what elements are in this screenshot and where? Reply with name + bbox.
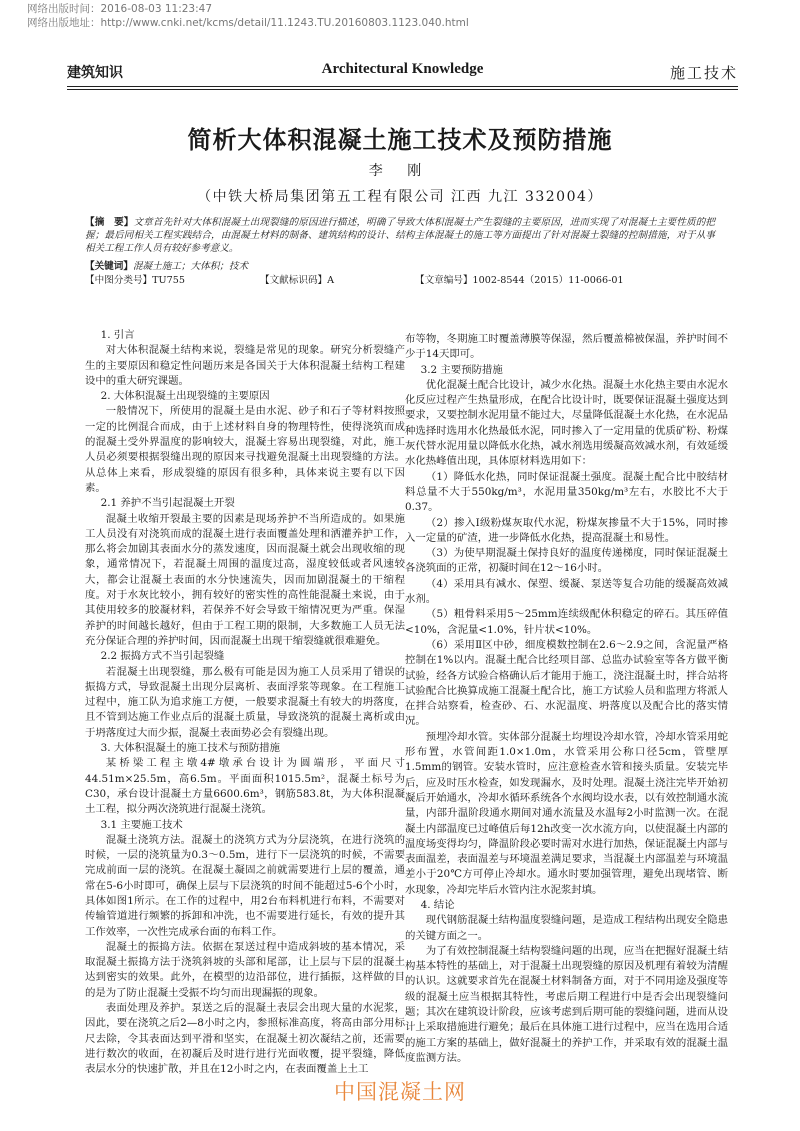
section-name: 施工技术	[669, 64, 738, 82]
keywords-text: 混凝土施工；大体积；技术	[132, 261, 249, 272]
section-heading: 3.1 主要施工技术	[100, 818, 183, 831]
body-paragraph: （1）降低水化热，同时保证混凝土强度。混凝土配合比中胶结材料总量不大于550kg/m³，水泥用量350kg/m³左右，水胶比不大于0.37。	[405, 470, 728, 514]
body-paragraph: 对大体积混凝土结构来说，裂缝是常见的现象。研究分析裂缝产生的主要原因和稳定性问题历来是各国关于大体积混凝土结构工程建设中的重大研究课题。	[85, 344, 405, 387]
publication-meta	[27, 2, 469, 30]
body-paragraph: 某桥梁工程主墩4#墩承台设计为圆端形，平面尺寸44.51m×25.5m，高6.5m。平面面积1015.5m²，混凝土标号为C30，承台设计混凝土方量6600.6m³，钢筋583.8t，为大体积混凝土工程，拟分两次浇筑进行混凝土浇筑。	[85, 757, 405, 816]
body-paragraph: （6）采用Ⅱ区中砂，细度模数控制在2.6～2.9之间，含泥量严格控制在1%以内。混凝土配合比经项目部、总监办试验室等各方做平衡试验，经各方试验合格确认后才能用于施工，浇注混凝土时，拌合站将试验配合比换算成施工混凝土配合比，施工方试验人员和监理方将派人在拌合站察看，检查砂、石、水泥温度、坍落度以及配合比的落实情况。	[405, 638, 728, 728]
body-paragraph: 优化混凝土配合比设计，减少水化热。混凝土水化热主要由水泥水化反应过程产生热量形成，在配合比设计时，既要保证混凝土强度达到要求，又要控制水泥用量不能过大，尽量降低混凝土水化热，在水泥品种选择时选用水化热最低水泥，同时掺入了一定用量的优质矿粉、粉煤灰代替水泥用量以降低水化热，减水剂选用缓凝高效减水剂，有效延缓水化热峰值出现，具体原材料选用如下：	[405, 378, 728, 468]
body-paragraph: （4）采用具有减水、保塑、缓凝、泵送等复合功能的缓凝高效减水剂。	[405, 577, 728, 606]
section-heading: 1. 引言	[100, 329, 135, 341]
body-paragraph: （2）掺入Ⅰ级粉煤灰取代水泥，粉煤灰掺量不大于15%，同时掺入一定量的矿渣，进一步降低水化热，提高混凝土和易性。	[405, 516, 728, 544]
body-paragraph: 预埋冷却水管。实体部分混凝土均埋设冷却水管，冷却水管采用蛇形布置，水管间距1.0×1.0m，水管采用公称口径5cm，管壁厚1.5mm的钢管。安装水管时，应注意检查水管和接头质量。安装完毕后，应及时压水检查，如发现漏水，及时处理。混凝土浇注完毕开始初凝后开始通水，冷却水循环系统各个水阀均设水表，以有效控制通水流量，内部升温阶段通水期间对通水流量及水温每2小时监测一次。在混凝土内部温度已过峰值后每12h改变一次水流方向，以使混凝土内部的温度场变得均匀，降温阶段必要时需对水进行加热，保证混凝土内部与表面温差，表面温差与环境温差满足要求，当混凝土内部温差与环境温差小于20℃方可停止冷却水。通水时要加强管理，避免出现堵管、断水现象，冷却完毕后水管内注水泥浆封填。	[405, 730, 728, 896]
section-heading: 2.2 振捣方式不当引起裂缝	[100, 650, 225, 663]
body-paragraph: 混凝土收缩开裂最主要的因素是现场养护不当所造成的。如果施工人员没有对浇筑而成的混凝土进行表面覆盖处理和洒灌养护工作，那么将会加剧其表面水分的蒸发速度，因而混凝土就会出现收缩的现象，通常情况下，若混凝土周围的温度过高，湿度较低或者风速较大，都会让混凝土表面的水分快速流失，因而加剧混凝土的干缩程度。对于水灰比较小，拥有较好的密实性的高性能混凝土来说，由于其使用较多的胶凝材料，若保养不好会导致干缩情况更为严重。保湿养护的时间越长越好，但由于工程工期的限制，大多数施工人员无法充分保证合理的养护时间，因而混凝土出现干缩裂缝就很难避免。	[85, 512, 405, 647]
journal-name-cn: 建筑知识	[67, 65, 123, 81]
body-paragraph: 为了有效控制混凝土结构裂缝问题的出现，应当在把握好混凝土结构基本特性的基础上，对于混凝土出现裂缝的原因及机理有着较为清醒的认识。这就要求首先在混凝土材料制备方面，对于不同用途及强度等级的混凝土应当根据其特性，考虑后期工程进行中是否会出现裂缝问题；其次在建筑设计阶段，应该考虑到后期可能的裂缝问题，进而从设计上采取措施进行避免；最后在具体施工进行过程中，应当在选用合适的施工方案的基础上，做好混凝土的养护工作，并采取有效的混凝土温度监测方法。	[405, 944, 728, 1064]
section-heading: 2.1 养护不当引起混凝土开裂	[100, 497, 235, 510]
section-heading: 3.2 主要预防措施	[420, 363, 503, 376]
section-heading: 2. 大体积混凝土出现裂缝的主要原因	[100, 390, 270, 403]
clc-number: 【中图分类号】TU755	[85, 275, 185, 286]
document-code: 【文献标识码】A	[260, 275, 335, 286]
keywords-label: 【关键词】	[85, 261, 133, 272]
header-rule-thin	[67, 89, 738, 90]
body-paragraph: 混凝土的振捣方法。依据在泵送过程中造成斜坡的基本情况，采取混凝土振捣方法于浇筑斜坡的头部和尾部，让上层与下层的混凝土达到密实的效果。此外，在模型的边沿部位，进行插振，这样做的目的是为了防止混凝土受振不均匀而出现漏振的现象。	[85, 940, 405, 999]
article-title: 简析大体积混凝土施工技术及预防措施	[187, 126, 613, 154]
body-paragraph: 若混凝土出现裂缝，那么极有可能是因为施工人员采用了错误的振捣方式，导致混凝土出现分层离析、表面浮浆等现象。在工程施工过程中，施工队为追求施工方便，一般要求混凝土有较大的坍落度，且不管到达施工作业点后的混凝土质量，导致浇筑的混凝土离析或由于坍落度过大而少振，混凝土表面势必会有裂缝出现。	[85, 665, 405, 739]
body-column-left	[85, 328, 405, 1078]
body-paragraph: （5）粗骨料采用5～25mm连续级配休积稳定的碎石。其压碎值<10%，含泥量<1.0%，针片状<10%。	[405, 608, 728, 636]
keywords	[85, 258, 248, 272]
publish-time: 网络出版时间：2016-08-03 11:23:47	[27, 3, 213, 15]
body-paragraph: 表面处理及养护。泵送之后的混凝土表层会出现大量的水泥浆，因此，要在浇筑之后2—8小时之内，参照标准高度，将高由部分用标尺去除，令其表面达到平滑和坚实，在混凝土初次凝结之前，还需要进行数次的收面，在初凝后及时进行进行光面收覆，提平裂缝，降低表层水分的快速扩散，并且在12小时之内，在表面覆盖上土工	[85, 1002, 405, 1076]
abstract-text: 文章首先针对大体积混凝土出现裂缝的原因进行描述，明确了导致大体积混凝土产生裂缝的主要原因，进而实现了对混凝土主要性质的把握；最后同相关工程实践结合，由混凝土材料的制备、建筑结构的设计、结构主体混凝土的施工等方面提出了针对混凝土裂缝的控制措施，对于从事相关工程工作人员有较好参考意义。	[85, 217, 716, 254]
abstract-label: 【摘 要】	[85, 217, 134, 228]
body-paragraph: 一般情况下，所使用的混凝土是由水泥、砂子和石子等材料按照一定的比例混合而成，由于上述材料自身的物理特性，使得浇筑而成的混凝土受外界温度的影响较大，混凝土容易出现裂缝，对此，施工人员必须要根据裂缝出现的原因来寻找避免混凝土出现裂缝的方法。从总体上来看，形成裂缝的原因有很多种，具体来说主要有以下因素。	[85, 405, 405, 494]
footer-watermark: 中国混凝土网	[334, 1080, 466, 1104]
body-paragraph: 混凝土浇筑方法。混凝土的浇筑方式为分层浇筑，在进行浇筑的时候，一层的浇筑量为0.3～0.5m，进行下一层浇筑的时候，不需要完成前面一层的浇筑。在混凝土凝固之前就需要进行上层的覆盖，通常在5-6小时即可，确保上层与下层浇筑的时间不能超过5-6个小时，具体如图1所示。在工作的过程中，用2台布料机进行布料，不需要对传输管道进行频繁的拆卸和冲洗，也不需要进行延长，有效的提升其工作效率，一次性完成承台面的布料工作。	[85, 833, 405, 938]
body-paragraph: 现代钢筋混凝土结构温度裂缝问题，是造成工程结构出现安全隐患的关键方面之一。	[405, 914, 728, 942]
body-paragraph: 布等物，冬期施工时覆盖薄膜等保湿，然后覆盖棉被保温，养护时间不少于14天即可。	[405, 333, 728, 361]
body-column-right	[405, 332, 728, 1066]
abstract	[85, 216, 715, 255]
journal-name-en: Architectural Knowledge	[321, 61, 484, 77]
affiliation: （中铁大桥局集团第五工程有限公司 江西 九江 332004）	[197, 189, 603, 205]
section-heading: 4. 结论	[420, 898, 455, 911]
body-paragraph: （3）为使早期混凝土保持良好的温度传递梯度，同时保证混凝土各浇筑面的正常，初凝时间在12～16小时。	[405, 547, 728, 575]
article-number: 【文章编号】1002-8544（2015）11-0066-01	[415, 275, 624, 286]
section-heading: 3. 大体积混凝土的施工技术与预防措施	[100, 742, 281, 755]
running-head	[67, 62, 738, 84]
author: 李 刚	[368, 163, 432, 179]
classification-line	[85, 272, 715, 286]
header-rule	[67, 86, 738, 87]
publish-url: 网络出版地址：http://www.cnki.net/kcms/detail/11.1243.TU.20160803.1123.040.html	[27, 17, 469, 29]
